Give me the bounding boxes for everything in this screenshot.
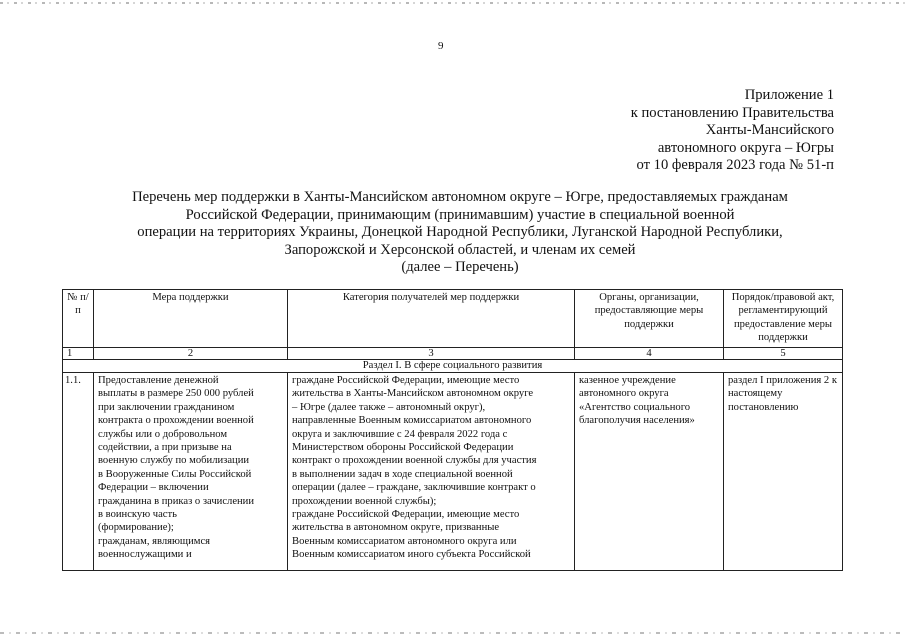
category-line: округа и заключившие с 24 февраля 2022 года с <box>292 428 508 440</box>
organs-line: автономного округа <box>579 388 669 400</box>
column-number: 1 <box>63 348 94 360</box>
table-row <box>63 373 843 571</box>
measure-line: военную службу по мобилизации <box>98 455 250 467</box>
measure-line: Предоставление денежной <box>98 375 219 386</box>
order-line: постановлению <box>728 401 799 413</box>
title-line: операции на территориях Украины, Донецкой Народной Республики, Луганской Народной Республики, <box>137 224 783 241</box>
measure-line: гражданина в приказ о зачислении <box>98 495 255 507</box>
title-line: Российской Федерации, принимающим (принимавшим) участие в специальной военной <box>185 206 735 223</box>
header-num: № п/п <box>63 290 94 348</box>
measure-line: в воинскую часть <box>98 509 177 521</box>
category-line: направленные Военным комиссариатом автономного <box>292 415 532 427</box>
measure-line: содействии, а при призыве на <box>98 442 232 454</box>
appendix-block <box>631 87 834 175</box>
category-cell <box>288 373 575 571</box>
title-line: Запорожской и Херсонской областей, и членам их семей <box>284 241 636 258</box>
appendix-line: от 10 февраля 2023 года № 51-п <box>636 157 834 174</box>
category-line: Министерством обороны Российской Федерации <box>292 442 514 454</box>
organs-line: казенное учреждение <box>579 375 676 386</box>
appendix-line: Приложение 1 <box>744 87 834 103</box>
header-organs: Органы, организации, предоставляющие меры поддержки <box>575 290 724 348</box>
measure-line: Федерации – включении <box>98 482 209 494</box>
measure-cell <box>94 373 288 571</box>
organs-cell <box>575 373 724 571</box>
column-number: 5 <box>724 348 843 360</box>
category-line: операции (далее – граждане, заключившие контракт о <box>292 482 536 494</box>
measure-line: военнослужащими и <box>98 549 192 561</box>
header-order: Порядок/правовой акт, регламентирующий предоставление меры поддержки <box>724 290 843 348</box>
order-line: настоящему <box>728 388 783 400</box>
category-line: – Югре (далее также – автономный округ), <box>292 401 486 413</box>
category-line: граждане Российской Федерации, имеющие место <box>292 509 520 521</box>
organs-line: благополучия населения» <box>579 415 695 427</box>
measure-line: при заключении гражданином <box>98 401 235 413</box>
column-number: 3 <box>288 348 575 360</box>
category-line: прохождении военной службы); <box>292 495 437 507</box>
measure-line: (формирование); <box>98 522 174 534</box>
measure-line: гражданам, являющимся <box>98 535 211 547</box>
category-line: Военным комиссариатом иного субъекта Российской <box>292 549 531 561</box>
title-line: Перечень мер поддержки в Ханты-Мансийском автономном округе – Югре, предоставляемых гражданам <box>132 189 788 205</box>
organs-line: «Агентство социального <box>579 401 691 413</box>
category-line: контракт о прохождении военной службы для участия <box>292 455 537 467</box>
table-header-row <box>63 290 843 348</box>
appendix-line: к постановлению Правительства <box>630 104 834 121</box>
order-cell <box>724 373 843 571</box>
appendix-line: автономного округа – Югры <box>657 139 834 156</box>
category-line: жительства в Ханты-Мансийском автономном округе <box>292 388 534 400</box>
measure-line: службы или о добровольном <box>98 428 228 440</box>
column-number: 4 <box>575 348 724 360</box>
header-category: Категория получателей мер поддержки <box>288 290 575 348</box>
category-line: граждане Российской Федерации, имеющие место <box>292 375 520 386</box>
measure-line: выплаты в размере 250 000 рублей <box>98 388 254 400</box>
header-measure: Мера поддержки <box>94 290 288 348</box>
section-title: Раздел I. В сфере социального развития <box>63 360 843 373</box>
measure-line: в Вооруженные Силы Российской <box>98 468 252 480</box>
column-number-row <box>63 348 843 360</box>
measure-line: контракта о прохождении военной <box>98 415 254 427</box>
order-line: раздел I приложения 2 к <box>728 375 837 386</box>
title-line: (далее – Перечень) <box>401 259 519 276</box>
measures-table <box>62 289 843 571</box>
row-number: 1.1. <box>63 373 94 571</box>
scan-edge-top <box>0 2 905 4</box>
section-row <box>63 360 843 373</box>
category-line: Военным комиссариатом автономного округа или <box>292 535 517 547</box>
column-number: 2 <box>94 348 288 360</box>
category-line: жительства в автономном округе, призванные <box>292 522 500 534</box>
appendix-line: Ханты-Мансийского <box>705 122 834 139</box>
scan-edge-bottom <box>0 632 905 634</box>
document-title <box>95 189 825 277</box>
page-number: 9 <box>438 40 444 52</box>
category-line: в выполнении задач в ходе специальной военной <box>292 468 513 480</box>
